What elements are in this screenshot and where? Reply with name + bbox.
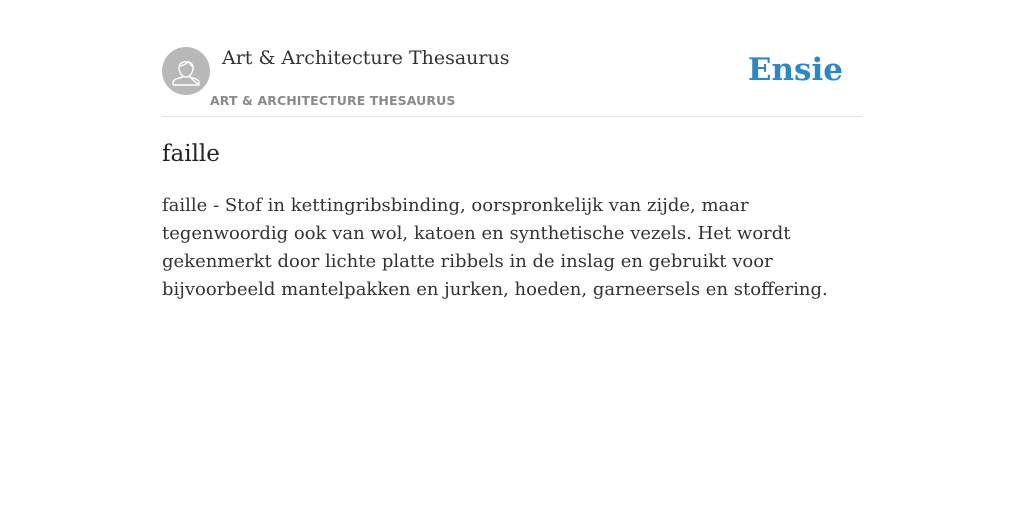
definition-text: faille - Stof in kettingribsbinding, oorspronkelijk van zijde, maar tegenwoordig ook van wol, katoen en synthetische vezels. Het wordt gekenmerkt door lichte platte ribbels in de inslag en gebruikt voor bijvoorbeeld mantelpakken en jurken, hoeden, garneersels en stoffering. [162,195,828,300]
source-label[interactable]: ART & ARCHITECTURE THESAURUS [210,93,456,108]
term-title: faille [162,141,220,167]
avatar[interactable] [162,47,210,95]
header [162,47,862,117]
author-name[interactable]: Art & Architecture Thesaurus [222,47,510,69]
brand-logo[interactable]: Ensie [747,52,843,88]
user-icon [162,47,210,95]
